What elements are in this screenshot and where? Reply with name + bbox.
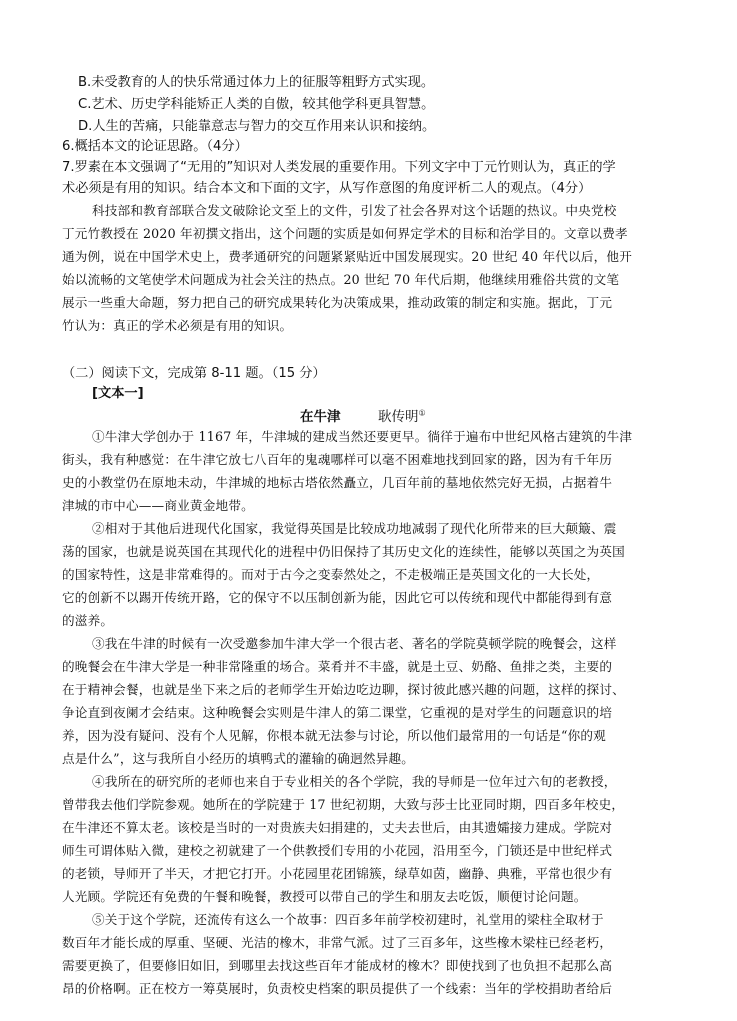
paragraph-line: 在于精神会餐，也就是坐下来之后的老师学生开始边吃边聊，探讨彼此感兴趣的问题，这样的探讨、 <box>62 682 625 697</box>
author-name: 耿传明 <box>378 409 419 425</box>
paragraph-line: 的晚餐会在牛津大学是一种非常隆重的场合。菜肴并不丰盛，就是土豆、奶酪、鱼排之类，主要的 <box>62 659 613 674</box>
question-7-line2: 术必须是有用的知识。结合本文和下面的文字，从写作意图的角度评析二人的观点。（4分） <box>62 181 592 196</box>
paragraph-line: ⑤关于这个学院，还流传有这么一个故事：四百多年前学校初建时，礼堂用的梁柱全取材于 <box>92 912 604 927</box>
option-d: D.人生的苦痛，只能靠意志与智力的交互作用来认识和接纳。 <box>78 119 436 134</box>
quote-line: 始以流畅的文笔使学术问题成为社会关注的热点。20 世纪 70 年代后期，他继续用雅俗共赏的文笔 <box>62 272 620 287</box>
paragraph-line: 津城的市中心——商业黄金地带。 <box>62 498 254 513</box>
paragraph-line: ③我在牛津的时候有一次受邀参加牛津大学一个很古老、著名的学院莫顿学院的晚餐会，这样 <box>92 636 617 651</box>
quote-line: 展示一些重大命题，努力把自己的研究成果转化为决策成果，推动政策的制定和实施。据此，丁元 <box>62 295 613 310</box>
article-title: 在牛津 <box>300 409 341 425</box>
quote-line: 竹认为：真正的学术必须是有用的知识。 <box>62 318 293 333</box>
quote-line: 通为例，说在中国学术史上，费孝通研究的问题紧紧贴近中国发展现实。20 世纪 40 年代以后，他开 <box>62 249 633 264</box>
paragraph-line: 养，因为没有疑问、没有个人见解，你根本就无法参与讨论，所以他们最常用的一句话是“你的观 <box>62 728 606 743</box>
quote-line: 科技部和教育部联合发文破除论文至上的文件，引发了社会各界对这个话题的热议。中央党校 <box>92 203 617 218</box>
paragraph-line: 在牛津还不算太老。该校是当时的一对贵族夫妇捐建的，丈夫去世后，由其遗孀接力建成。学院对 <box>62 820 613 835</box>
paragraph-line: 的国家特性，这是非常难得的。而对于古今之变泰然处之，不走极端正是英国文化的一大长处， <box>62 567 600 582</box>
paragraph-line: 曾带我去他们学院参观。她所在的学院建于 17 世纪初期，大致与莎士比亚同时期，四百多年校史， <box>62 797 625 812</box>
paragraph-line: ④我所在的研究所的老师也来自于专业相关的各个学院，我的导师是一位年过六旬的老教授， <box>92 774 617 789</box>
paragraph-line: 它的创新不以踢开传统开路，它的保守不以压制创新为能，因此它可以传统和现代中都能得到有意 <box>62 590 613 605</box>
paragraph-line: 昂的价格啊。正在校方一筹莫展时，负责校史档案的职员提供了一个线索：当年的学校捐助者给后 <box>62 981 613 996</box>
paragraph-line: ②相对于其他后进现代化国家，我觉得英国是比较成功地减弱了现代化所带来的巨大颠簸、震 <box>92 521 617 536</box>
question-7-line1: 7.罗素在本文强调了“无用的”知识对人类发展的重要作用。下列文字中丁元竹则认为，真正的学 <box>62 160 616 175</box>
paragraph-line: 争论直到夜阑才会结束。这种晚餐会实则是牛津人的第二课堂，它重视的是对学生的问题意识的培 <box>62 705 613 720</box>
paragraph-line: ①牛津大学创办于 1167 年，牛津城的建成当然还要更早。徜徉于遍布中世纪风格古建筑的牛津 <box>92 429 633 444</box>
question-6: 6.概括本文的论证思路。（4分） <box>62 139 248 154</box>
paragraph-line: 数百年才能长成的厚重、坚硬、光洁的橡木，非常气派。过了三百多年，这些橡木梁柱已经老朽， <box>62 935 613 950</box>
option-b: B.未受教育的人的快乐常通过体力上的征服等粗野方式实现。 <box>78 75 435 90</box>
text-label: [文本一] <box>92 386 144 401</box>
option-c: C.艺术、历史学科能矫正人类的自傲，较其他学科更具智慧。 <box>78 97 435 112</box>
section-heading: （二）阅读下文，完成第 8-11 题。（15 分） <box>62 366 326 381</box>
paragraph-line: 荡的国家，也就是说英国在其现代化的进程中仍旧保持了其历史文化的连续性，能够以英国之为英国 <box>62 544 625 559</box>
paragraph-line: 史的小教堂仍在原地未动，牛津城的地标古塔依然矗立，几百年前的墓地依然完好无损，占据着牛 <box>62 475 613 490</box>
paragraph-line: 点是什么”，这与我所自小经历的填鸭式的灌输的确迥然异趣。 <box>62 751 415 766</box>
paragraph-line: 人光顾。学院还有免费的午餐和晚餐，教授可以带自己的学生和朋友去吃饭，顺便讨论问题。 <box>62 889 587 904</box>
paragraph-line: 师生可谓体贴入微，建校之初就建了一个供教授们专用的小花园，沿用至今，门锁还是中世纪样式 <box>62 843 613 858</box>
paragraph-line: 的滋养。 <box>62 613 114 628</box>
paragraph-line: 的老锁，导师开了半天，才把它打开。小花园里花团锦簇，绿草如茵，幽静、典雅，平常也很少有 <box>62 866 613 881</box>
paragraph-line: 街头，我有种感觉：在牛津它放七八百年的鬼魂哪样可以毫不困难地找到回家的路，因为有千年历 <box>62 452 613 467</box>
article-author <box>378 405 426 425</box>
quote-line: 丁元竹教授在 2020 年初撰文指出，这个问题的实质是如何界定学术的目标和治学目的。文章以费孝 <box>62 226 628 241</box>
paragraph-line: 需要更换了，但要修旧如旧，到哪里去找这些百年才能成材的橡木？即使找到了也负担不起那么高 <box>62 958 613 973</box>
footnote-mark: ① <box>418 408 426 418</box>
